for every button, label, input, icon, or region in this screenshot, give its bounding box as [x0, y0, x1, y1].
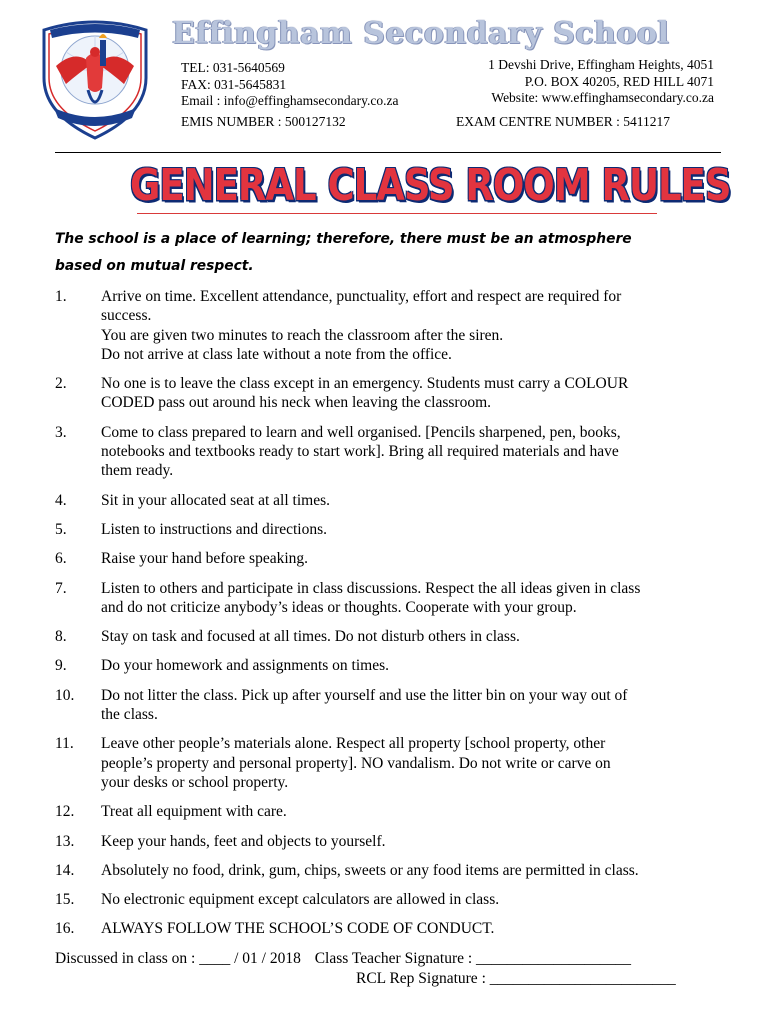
- rule-line: them ready.: [101, 462, 174, 480]
- rule-number: 9.: [55, 657, 67, 675]
- contact-block-left: [181, 60, 398, 110]
- emis-number: EMIS NUMBER : 500127132: [181, 114, 346, 129]
- rule-number: 8.: [55, 628, 67, 646]
- rule-number: 2.: [55, 375, 67, 393]
- rule-number: 13.: [55, 832, 75, 850]
- rule-text: [101, 832, 720, 851]
- rule-text: [101, 423, 720, 481]
- rule-line: Come to class prepared to learn and well organised. [Pencils sharpened, pen, books,: [101, 423, 621, 441]
- telephone-number: TEL: 031-5640569: [181, 60, 285, 75]
- website-address: Website: www.effinghamsecondary.co.za: [491, 90, 714, 105]
- rule-text: [101, 374, 720, 413]
- street-address: 1 Devshi Drive, Effingham Heights, 4051: [488, 57, 714, 72]
- rule-number: 7.: [55, 579, 67, 597]
- rule-line: Stay on task and focused at all times. Do not disturb others in class.: [101, 628, 520, 646]
- rule-item: [55, 520, 720, 539]
- rule-item: [55, 832, 720, 851]
- rule-line: Do not arrive at class late without a note from the office.: [101, 345, 452, 363]
- rule-line: the class.: [101, 706, 158, 724]
- rule-line: Do your homework and assignments on times.: [101, 657, 390, 675]
- rule-item: [55, 627, 720, 646]
- rule-line: No one is to leave the class except in an emergency. Students must carry a COLOUR: [101, 375, 629, 393]
- rule-text: [101, 686, 720, 725]
- header-divider: [55, 152, 721, 153]
- rule-number: 6.: [55, 550, 67, 568]
- discussed-date: Discussed in class on : ____ / 01 / 2018: [55, 950, 301, 967]
- rule-text: [101, 919, 720, 938]
- rule-number: 5.: [55, 520, 67, 538]
- rule-text: [101, 890, 720, 909]
- rule-number: 16.: [55, 920, 75, 938]
- rule-line: No electronic equipment except calculators are allowed in class.: [101, 891, 500, 909]
- rule-text: [101, 579, 720, 618]
- rule-text: [101, 287, 720, 364]
- rule-text: [101, 520, 720, 539]
- fax-number: FAX: 031-5645831: [181, 76, 287, 92]
- rule-line: Do not litter the class. Pick up after yourself and use the litter bin on your way out of: [101, 686, 628, 704]
- rule-line: ALWAYS FOLLOW THE SCHOOL’S CODE OF CONDUCT.: [101, 920, 495, 938]
- rule-number: 12.: [55, 803, 75, 821]
- rule-item: [55, 686, 720, 725]
- rules-list: [55, 287, 720, 949]
- rule-number: 11.: [55, 735, 74, 753]
- contact-block-right: [442, 57, 714, 107]
- rule-line: Listen to instructions and directions.: [101, 520, 328, 538]
- rule-number: 1.: [55, 288, 67, 305]
- rule-item: [55, 491, 720, 510]
- rule-line: Arrive on time. Excellent attendance, punctuality, effort and respect are required for: [101, 288, 622, 305]
- page-title: GENERAL CLASS ROOM RULES: [130, 160, 731, 211]
- footer-line: [55, 949, 631, 969]
- rule-item: [55, 802, 720, 821]
- intro-statement: [55, 226, 715, 280]
- rule-line: your desks or school property.: [101, 773, 289, 791]
- rule-item: [55, 656, 720, 675]
- rule-line: notebooks and textbooks ready to start work]. Bring all required materials and have: [101, 443, 619, 461]
- rule-item: [55, 734, 720, 792]
- rule-text: [101, 802, 720, 821]
- rule-item: [55, 374, 720, 413]
- intro-line: based on mutual respect.: [55, 258, 254, 274]
- rule-line: Keep your hands, feet and objects to yourself.: [101, 832, 386, 850]
- rule-text: [101, 656, 720, 675]
- postal-address: P.O. BOX 40205, RED HILL 4071: [524, 73, 714, 89]
- rule-item: [55, 861, 720, 880]
- rule-number: 3.: [55, 423, 67, 441]
- rule-line: Listen to others and participate in class discussions. Respect the all ideas given in class: [101, 579, 641, 597]
- rule-line: success.: [101, 307, 152, 325]
- rule-text: [101, 491, 720, 510]
- title-underline: [137, 213, 657, 214]
- email-address: Email : info@effinghamsecondary.co.za: [181, 93, 399, 108]
- school-name: Effingham Secondary School: [172, 16, 670, 51]
- rule-item: [55, 919, 720, 938]
- rule-line: people’s property and personal property]. NO vandalism. Do not write or carve on: [101, 754, 611, 772]
- rule-text: [101, 734, 720, 792]
- rule-text: [101, 549, 720, 568]
- rule-number: 15.: [55, 891, 75, 909]
- rule-item: [55, 287, 720, 364]
- rule-text: [101, 861, 720, 880]
- rule-line: Raise your hand before speaking.: [101, 550, 309, 568]
- rule-item: [55, 890, 720, 909]
- rule-line: You are given two minutes to reach the classroom after the siren.: [101, 326, 504, 344]
- rule-line: Leave other people’s materials alone. Respect all property [school property, other: [101, 735, 606, 753]
- rule-item: [55, 579, 720, 618]
- rule-line: Absolutely no food, drink, gum, chips, sweets or any food items are permitted in class.: [101, 861, 639, 879]
- rule-line: Sit in your allocated seat at all times.: [101, 491, 330, 509]
- intro-line: The school is a place of learning; therefore, there must be an atmosphere: [55, 231, 632, 247]
- rule-text: [101, 627, 720, 646]
- rule-item: [55, 423, 720, 481]
- rule-item: [55, 549, 720, 568]
- rule-line: and do not criticize anybody’s ideas or thoughts. Cooperate with your group.: [101, 598, 577, 616]
- rule-number: 14.: [55, 861, 75, 879]
- class-teacher-signature: Class Teacher Signature : ____________________: [314, 950, 632, 967]
- rule-line: CODED pass out around his neck when leaving the classroom.: [101, 394, 492, 412]
- rule-line: Treat all equipment with care.: [101, 803, 287, 821]
- rule-number: 4.: [55, 491, 67, 509]
- rcl-signature: RCL Rep Signature : ________________________: [356, 970, 676, 987]
- rule-number: 10.: [55, 686, 75, 704]
- school-crest-icon: [36, 18, 154, 142]
- exam-centre-number: EXAM CENTRE NUMBER : 5411217: [456, 114, 671, 129]
